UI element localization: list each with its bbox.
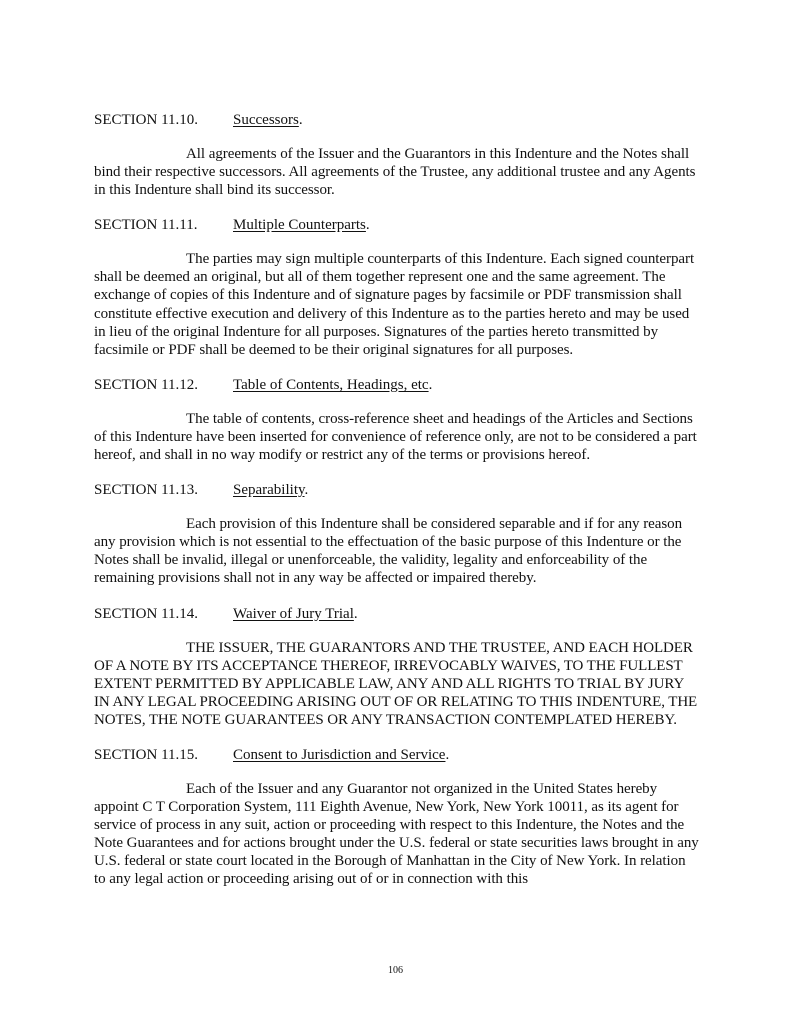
section-11-15	[94, 746, 700, 889]
section-paragraph: THE ISSUER, THE GUARANTORS AND THE TRUSTEE, AND EACH HOLDER OF A NOTE BY ITS ACCEPTANCE THEREOF, IRREVOCABLY WAIVES, TO THE FULLEST EXTENT PERMITTED BY APPLICABLE LAW, ANY AND ALL RIGHTS TO TRIAL BY JURY IN ANY LEGAL PROCEEDING ARISING OUT OF OR RELATING TO THIS INDENTURE, THE NOTES, THE NOTE GUARANTEES OR ANY TRANSACTION CONTEMPLATED HEREBY.	[94, 639, 698, 728]
heading-period: .	[365, 217, 370, 234]
section-11-11	[94, 216, 700, 359]
heading-period: .	[353, 605, 358, 622]
section-heading	[94, 376, 700, 394]
section-paragraph: The parties may sign multiple counterparts of this Indenture. Each signed counterpart shall be deemed an original, but all of them together represent one and the same agreement. The exchange of copies of this Indenture and of signature pages by facsimile or PDF transmission shall constitute effective execution and delivery of this Indenture as to the parties hereto and may be used in lieu of the original Indenture for all purposes. Signatures of the parties hereto transmitted by facsimile or PDF shall be deemed to be their original signatures for all purposes.	[94, 251, 695, 358]
section-number: SECTION 11.12.	[94, 376, 199, 393]
section-number: SECTION 11.10.	[94, 112, 199, 128]
section-title: Waiver of Jury Trial	[233, 605, 354, 622]
heading-period: .	[298, 112, 303, 128]
page-body	[94, 111, 700, 889]
section-11-14	[94, 605, 700, 729]
section-heading	[94, 746, 700, 764]
section-heading	[94, 605, 700, 623]
heading-period: .	[428, 376, 433, 393]
section-paragraph: Each of the Issuer and any Guarantor not organized in the United States hereby appoint C T Corporation System, 111 Eighth Avenue, New York, New York 10011, as its agent for service of process in any suit, action or proceeding with respect to this Indenture, the Notes and the Note Guarantees and for actions brought under the U.S. federal or state securities laws brought in any U.S. federal or state court located in the Borough of Manhattan in the City of New York. In relation to any legal action or proceeding arising out of or in connection with this	[94, 780, 699, 888]
section-paragraph: The table of contents, cross-reference sheet and headings of the Articles and Sections of this Indenture have been inserted for convenience of reference only, are not to be considered a part hereof, and shall in no way modify or restrict any of the terms or provisions hereof.	[94, 410, 697, 464]
section-title: Multiple Counterparts	[233, 217, 366, 234]
page-number: 106	[388, 965, 403, 976]
section-heading	[94, 216, 700, 234]
section-title: Consent to Jurisdiction and Service	[233, 746, 446, 763]
section-number: SECTION 11.13.	[94, 482, 199, 499]
section-11-10	[94, 111, 700, 199]
section-title: Successors	[233, 112, 299, 128]
section-paragraph: All agreements of the Issuer and the Guarantors in this Indenture and the Notes shall bind their respective successors. All agreements of the Trustee, any additional trustee and any Agents in this Indenture shall bind its successor.	[94, 146, 696, 199]
section-number: SECTION 11.14.	[94, 605, 199, 622]
section-paragraph: Each provision of this Indenture shall be considered separable and if for any reason any provision which is not essential to the effectuation of the basic purpose of this Indenture or the Notes shall be invalid, illegal or unenforceable, the validity, legality and enforceability of the remaining provisions shall not in any way be affected or impaired thereby.	[94, 516, 683, 587]
section-number: SECTION 11.11.	[94, 217, 198, 234]
heading-period: .	[304, 482, 309, 499]
section-11-13	[94, 481, 700, 587]
section-heading	[94, 111, 700, 129]
section-number: SECTION 11.15.	[94, 746, 199, 763]
section-title: Table of Contents, Headings, etc	[233, 376, 429, 393]
section-11-12	[94, 376, 700, 464]
section-heading	[94, 481, 700, 499]
heading-period: .	[445, 746, 450, 763]
section-title: Separability	[233, 482, 305, 499]
